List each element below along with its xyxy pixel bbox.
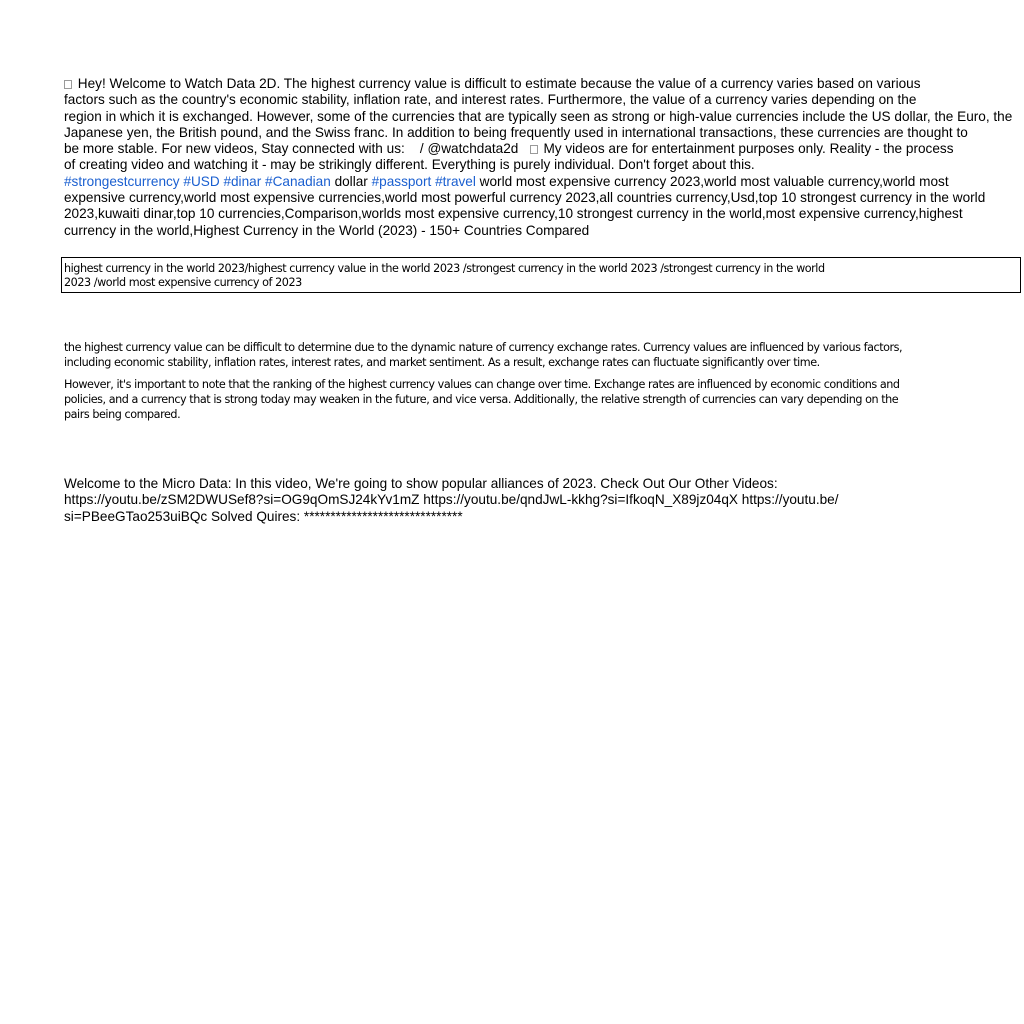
summary-line: pairs being compared. <box>64 408 181 421</box>
summary-text <box>64 340 1024 422</box>
summary-line: However, it's important to note that the ranking of the highest currency values can change over time. Exchange rates are influenced by economic conditions and <box>64 378 900 391</box>
micro-line: Welcome to the Micro Data: In this video, We're going to show popular alliances of 2023. Check Out Our Other Videos: <box>64 476 778 491</box>
hashtag-link[interactable]: #Canadian <box>265 173 331 189</box>
video-links-line[interactable]: https://youtu.be/zSM2DWUSef8?si=OG9qOmSJ24kYv1mZ https://youtu.be/qndJwL-kkhg?si=IfkoqN_X89jz04qX https://youtu.be/ <box>64 492 839 508</box>
description-line: Japanese yen, the British pound, and the Swiss franc. In addition to being frequently used in international transactions, these currencies are thought to <box>64 124 968 140</box>
summary-line: including economic stability, inflation rates, interest rates, and market sentiment. As a result, exchange rates can fluctuate significantly over time. <box>64 356 820 369</box>
paragraph-gap <box>64 370 1024 377</box>
hashtag-line <box>64 174 1024 190</box>
tags-line: highest currency in the world 2023/highest currency value in the world 2023 /strongest currency in the world 2023 /strongest currency in the world <box>64 262 825 275</box>
description-line <box>64 76 1024 92</box>
description-line: region in which it is exchanged. However, some of the currencies that are typically seen as strong or high-value currencies include the US dollar, the Euro, the <box>64 108 1013 124</box>
tags-box <box>61 257 1021 293</box>
description-line <box>64 141 1024 157</box>
description-line: factors such as the country's economic stability, inflation rate, and interest rates. Furthermore, the value of a currency varies depending on the <box>64 92 917 108</box>
description-text: be more stable. For new videos, Stay connected with us: <box>64 141 405 157</box>
hashtag-link[interactable]: #USD <box>183 173 220 189</box>
micro-line: si=PBeeGTao253uiBQc Solved Quires: ****************************** <box>64 508 463 524</box>
description-line: 2023,kuwaiti dinar,top 10 currencies,Comparison,worlds most expensive currency,10 strongest currency in the world,most expensive currency,highest <box>64 206 963 222</box>
hashtag-link[interactable]: #travel <box>435 173 476 189</box>
hashtag-link[interactable]: #dinar <box>223 173 262 189</box>
description-text: Hey! Welcome to Watch Data 2D. The highest currency value is difficult to estimate because the value of a currency varies based on various <box>77 76 921 91</box>
description-text: dollar <box>334 173 368 189</box>
description-line: expensive currency,world most expensive currencies,world most powerful currency 2023,all countries currency,Usd,top 10 strongest currency in the world <box>64 190 986 206</box>
tags-line: 2023 /world most expensive currency of 2023 <box>64 276 302 289</box>
hashtag-link[interactable]: #passport <box>371 173 432 189</box>
channel-link[interactable]: / @watchdata2d <box>419 141 519 157</box>
description-line: currency in the world,Highest Currency in the World (2023) - 150+ Countries Compared <box>64 222 590 238</box>
missing-glyph-icon <box>530 145 538 154</box>
video-description <box>64 76 1024 239</box>
description-line: of creating video and watching it - may be strikingly different. Everything is purely individual. Don't forget about this. <box>64 157 755 173</box>
micro-data-description <box>64 476 1024 525</box>
missing-glyph-icon <box>64 80 72 89</box>
summary-line: policies, and a currency that is strong today may weaken in the future, and vice versa. Additionally, the relative strength of currencies can vary depending on the <box>64 393 899 406</box>
description-text: world most expensive currency 2023,world most valuable currency,world most <box>479 173 949 189</box>
hashtag-link[interactable]: #strongestcurrency <box>64 173 180 189</box>
description-text: My videos are for entertainment purposes only. Reality - the process <box>543 141 954 157</box>
summary-line: the highest currency value can be difficult to determine due to the dynamic nature of currency exchange rates. Currency values are influenced by various factors, <box>64 341 903 354</box>
